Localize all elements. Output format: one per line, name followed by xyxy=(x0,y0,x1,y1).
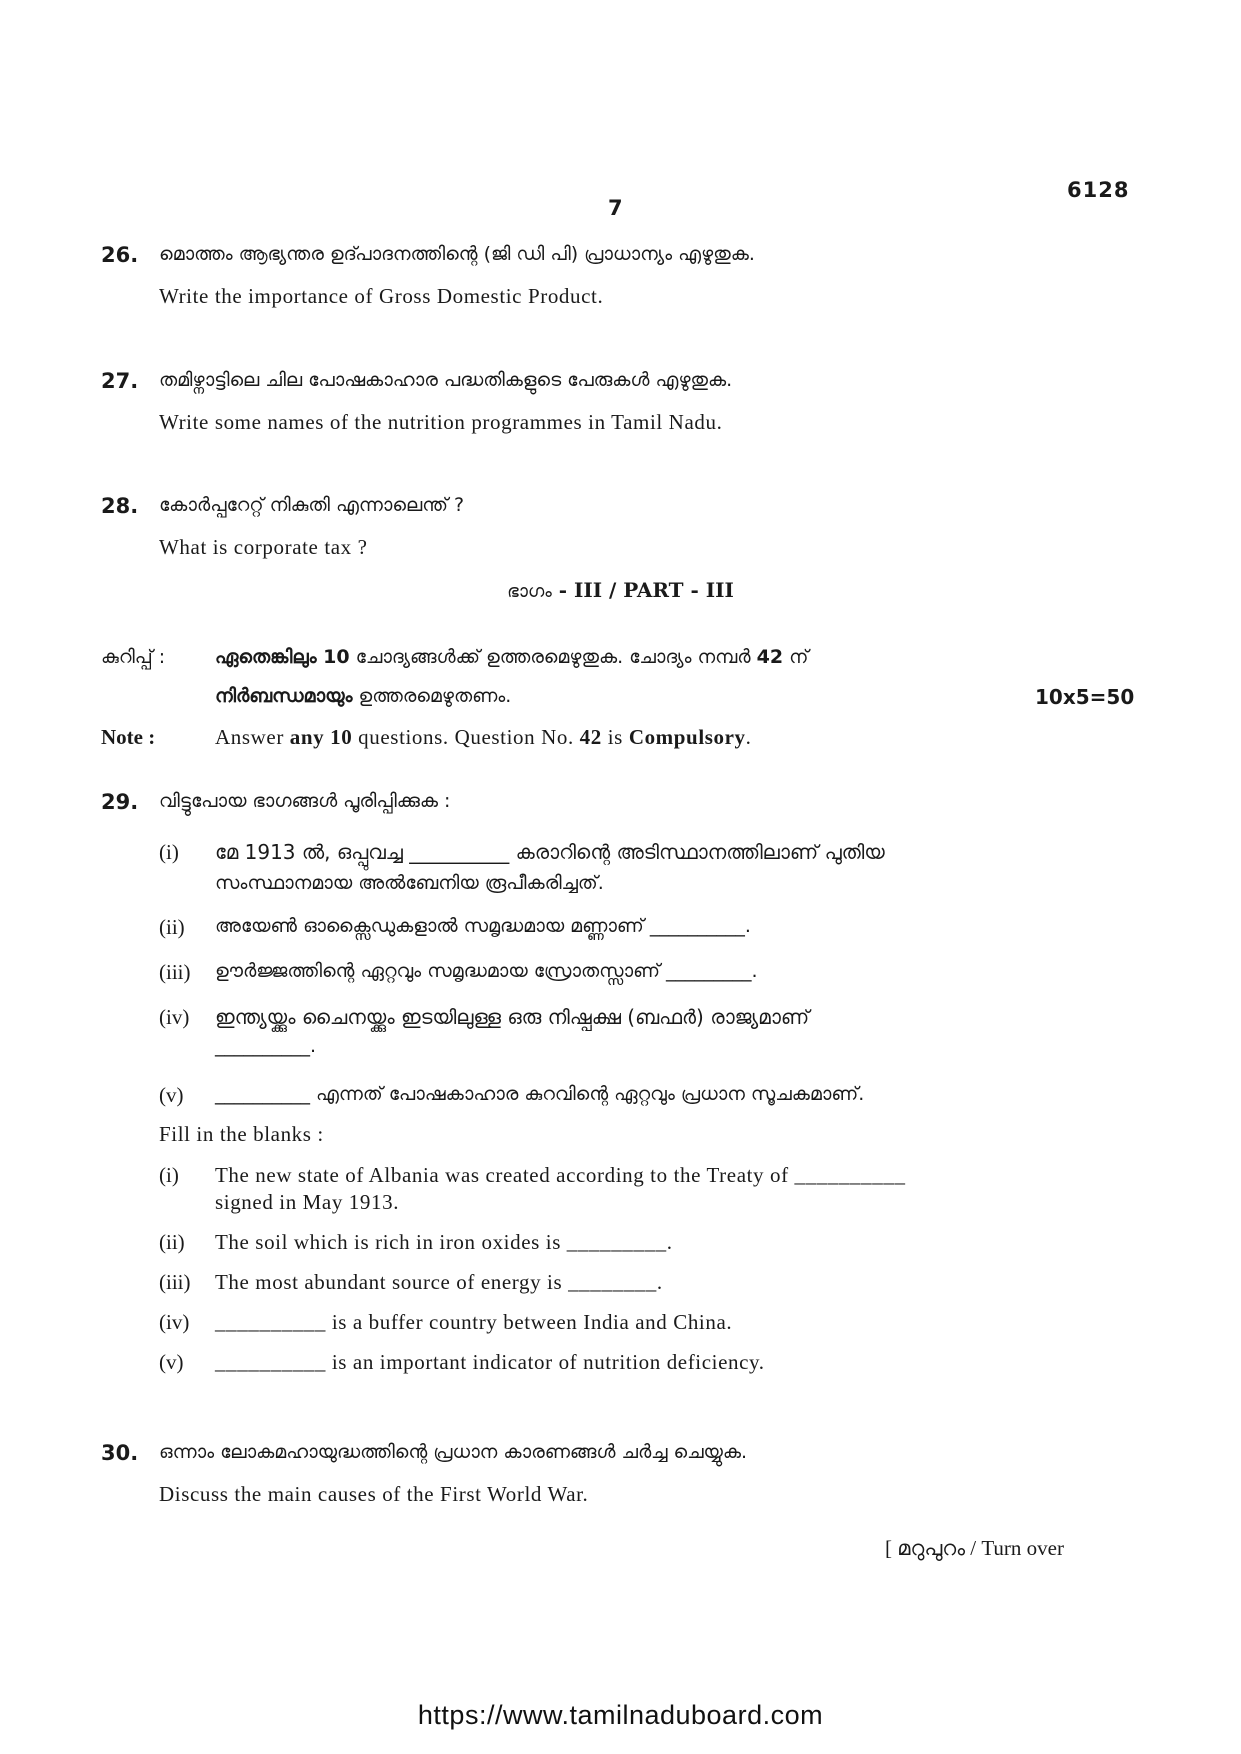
note-malayalam-bold2: നിർബന്ധമായും xyxy=(215,685,353,707)
note-english-text xyxy=(215,725,752,750)
note-malayalam-end: ന് xyxy=(789,646,809,668)
part-heading xyxy=(0,578,1241,602)
question-27-malayalam: തമിഴ്നാട്ടിലെ ചില പോഷകാഹാര പദ്ധതികളുടെ പേരുകൾ എഴുതുക. xyxy=(159,369,733,391)
marks-allocation: 10x5=50 xyxy=(1035,685,1135,709)
note-malayalam-line1 xyxy=(215,646,809,668)
page-number: 7 xyxy=(608,196,623,220)
ml-item-roman: (v) xyxy=(159,1083,184,1107)
question-27-english: Write some names of the nutrition programmes in Tamil Nadu. xyxy=(159,410,723,434)
fill-blanks-heading: Fill in the blanks : xyxy=(159,1122,324,1146)
question-30-english: Discuss the main causes of the First World War. xyxy=(159,1482,589,1506)
question-28-english: What is corporate tax ? xyxy=(159,535,368,559)
question-number-29: 29. xyxy=(101,790,139,814)
question-number-30: 30. xyxy=(101,1441,139,1465)
ml-item-4-line2: __________. xyxy=(215,1035,317,1057)
en-item-5: __________ is an important indicator of nutrition deficiency. xyxy=(215,1350,765,1374)
note-malayalam-line2 xyxy=(215,685,511,707)
turn-over: [ മറുപുറം / Turn over xyxy=(885,1536,1064,1560)
ml-item-roman: (ii) xyxy=(159,915,185,939)
note-malayalam-bold1: ഏതെങ്കിലും 10 xyxy=(215,646,350,668)
en-item-roman: (iii) xyxy=(159,1270,191,1294)
ml-item-4-line1: ഇന്ത്യയ്ക്കും ചൈനയ്ക്കും ഇടയിലുള്ള ഒരു നിഷ്പക്ഷ (ബഫർ) രാജ്യമാണ് xyxy=(215,1005,810,1029)
en-item-1-line1: The new state of Albania was created according to the Treaty of __________ xyxy=(215,1163,906,1187)
ml-item-1-line2: സംസ്ഥാനമായ അൽബേനിയ രൂപീകരിച്ചത്. xyxy=(215,872,604,894)
note-malayalam-label: കുറിപ്പ് : xyxy=(101,646,166,668)
question-29-malayalam: വിട്ടുപോയ ഭാഗങ്ങൾ പൂരിപ്പിക്കുക : xyxy=(159,790,451,812)
en-item-roman: (ii) xyxy=(159,1230,185,1254)
question-number-28: 28. xyxy=(101,494,139,518)
note-en-bold2: 42 xyxy=(579,725,602,749)
note-en-bold3: Compulsory xyxy=(628,725,746,749)
en-item-3: The most abundant source of energy is ________. xyxy=(215,1270,663,1294)
ml-item-roman: (i) xyxy=(159,840,179,864)
note-en-bold1: any 10 xyxy=(289,725,353,749)
part-heading-malayalam: ഭാഗം xyxy=(507,581,552,602)
ml-item-3: ഊർജ്ജത്തിന്റെ ഏറ്റവും സമൃദ്ധമായ സ്രോതസ്സാണ് _________. xyxy=(215,960,758,982)
ml-item-roman: (iii) xyxy=(159,960,191,984)
ml-item-1-line1: മേ 1913 ൽ, ഒപ്പുവച്ച __________ കരാറിന്റെ അടിസ്ഥാനത്തിലാണ് പുതിയ xyxy=(215,840,885,864)
paper-code: 6128 xyxy=(1067,178,1130,202)
ml-item-roman: (iv) xyxy=(159,1005,190,1029)
ml-item-2: അയേൺ ഓക്സൈഡുകളാൽ സമൃദ്ധമായ മണ്ണാണ് __________. xyxy=(215,915,751,937)
question-number-26: 26. xyxy=(101,243,139,267)
source-url: https://www.tamilnaduboard.com xyxy=(417,1700,824,1730)
en-item-roman: (i) xyxy=(159,1163,179,1187)
en-item-1-line2: signed in May 1913. xyxy=(215,1190,400,1214)
note-malayalam-rest2: ഉത്തരമെഴുതണം. xyxy=(358,685,512,707)
note-en-4: . xyxy=(745,725,752,749)
note-en-3: is xyxy=(607,725,623,749)
question-30-malayalam: ഒന്നാം ലോകമഹായുദ്ധത്തിന്റെ പ്രധാന കാരണങ്ങൾ ചർച്ച ചെയ്യുക. xyxy=(159,1441,748,1463)
note-en-2: questions. Question No. xyxy=(358,725,574,749)
ml-item-5: __________ എന്നത് പോഷകാഹാര കുറവിന്റെ ഏറ്റവും പ്രധാന സൂചകമാണ്. xyxy=(215,1083,865,1105)
question-26-english: Write the importance of Gross Domestic Product. xyxy=(159,284,604,308)
question-28-malayalam: കോർപ്പറേറ്റ് നികുതി എന്നാലെന്ത് ? xyxy=(159,494,465,516)
en-item-roman: (iv) xyxy=(159,1310,190,1334)
note-malayalam-num: 42 xyxy=(756,646,784,668)
en-item-2: The soil which is rich in iron oxides is _________. xyxy=(215,1230,673,1254)
question-26-malayalam: മൊത്തം ആഭ്യന്തര ഉദ്പാദനത്തിന്റെ (ജി ഡി പി) പ്രാധാന്യം എഴുതുക. xyxy=(159,243,755,265)
part-heading-english: - III / PART - III xyxy=(558,578,734,602)
note-malayalam-rest1: ചോദ്യങ്ങൾക്ക് ഉത്തരമെഴുതുക. ചോദ്യം നമ്പർ xyxy=(355,646,751,668)
note-en-1: Answer xyxy=(215,725,284,749)
note-english-label: Note : xyxy=(101,725,156,749)
en-item-roman: (v) xyxy=(159,1350,184,1374)
question-number-27: 27. xyxy=(101,369,139,393)
en-item-4: __________ is a buffer country between India and China. xyxy=(215,1310,733,1334)
